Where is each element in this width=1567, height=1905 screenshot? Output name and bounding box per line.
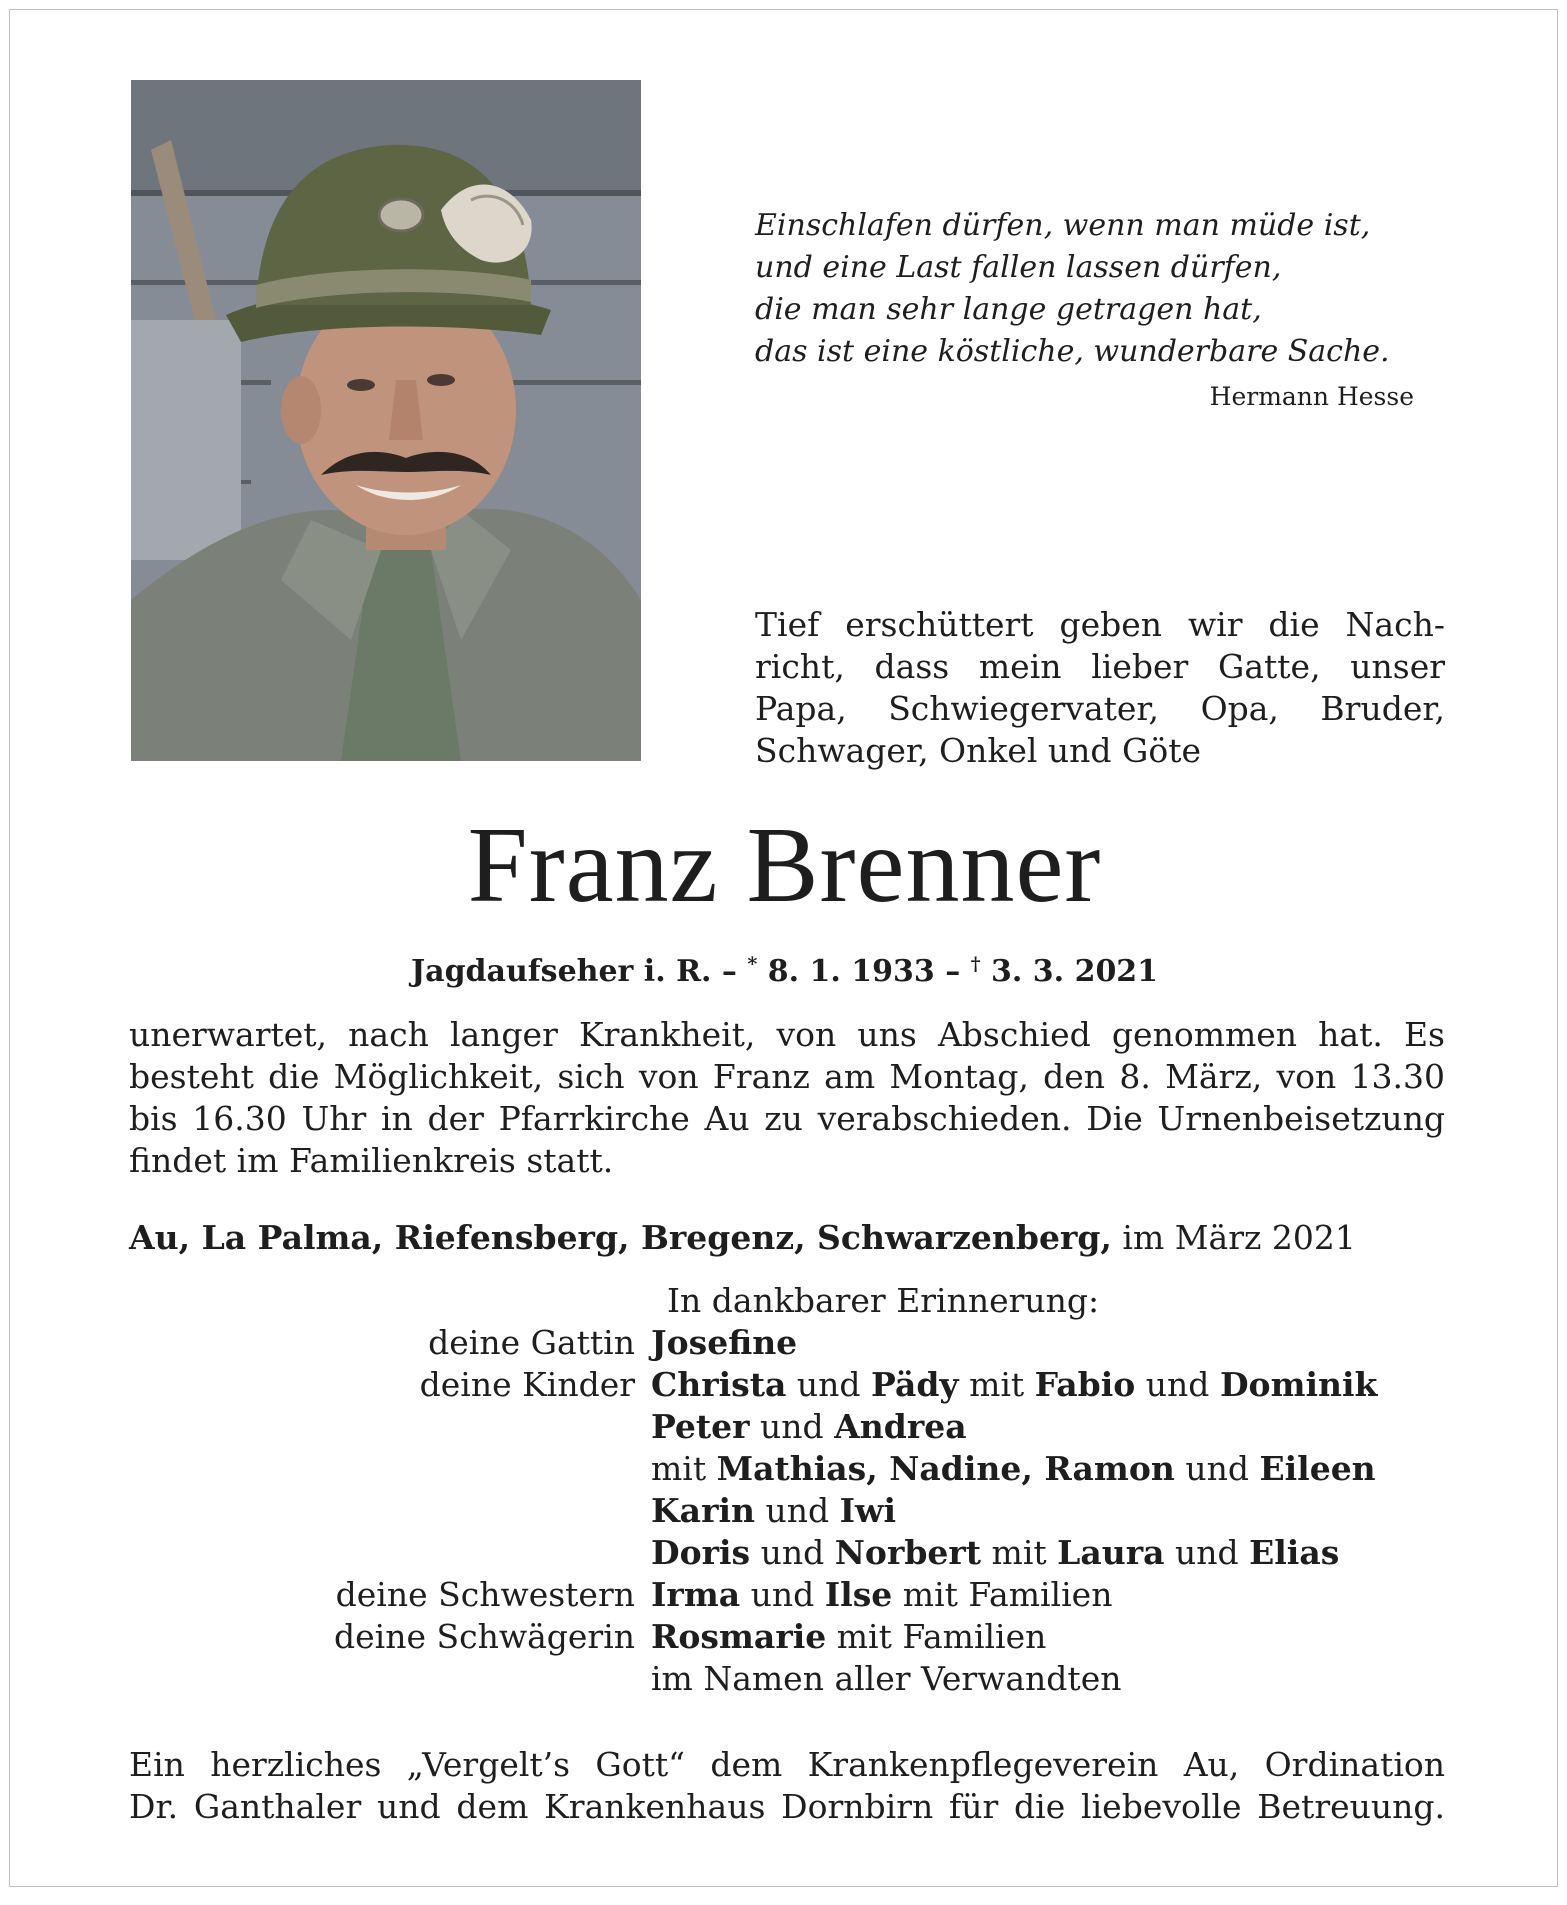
- relation-label: [10, 1532, 651, 1574]
- family-member-name: Karin: [651, 1491, 755, 1530]
- quote-line: die man sehr lange getragen hat,: [755, 292, 1262, 327]
- occupation: Jagdaufseher i. R. –: [410, 954, 748, 989]
- remembrance-heading: In dankbarer Erinnerung:: [667, 1281, 1100, 1320]
- connector-text: mit: [958, 1365, 1035, 1404]
- relation-label: deine Kinder: [419, 1365, 635, 1404]
- body-line: besteht die Möglichkeit, sich von Franz am Montag, den 8. März, von 13.30: [129, 1057, 1445, 1096]
- family-member-name: Peter: [651, 1407, 750, 1446]
- family-member-name: Josefine: [651, 1323, 798, 1362]
- family-member-name: Doris: [651, 1533, 751, 1572]
- family-names: [651, 1448, 1376, 1490]
- family-member-name: Rosmarie: [651, 1617, 827, 1656]
- family-member-name: Ilse: [824, 1575, 893, 1614]
- relation-label: [10, 1448, 651, 1490]
- family-member-name: Iwi: [839, 1491, 896, 1530]
- intro-line: Tief erschüttert geben wir die Nach-: [755, 605, 1445, 644]
- quote-block: [755, 205, 1415, 373]
- family-names: [651, 1658, 1121, 1700]
- family-names: [651, 1616, 1046, 1658]
- family-member-name: Norbert: [834, 1533, 982, 1572]
- connector-text: mit Familien: [826, 1617, 1047, 1656]
- family-row: [10, 1322, 1559, 1364]
- family-row: [10, 1532, 1559, 1574]
- body-line: unerwartet, nach langer Krankheit, von uns Abschied genommen hat. Es: [129, 1015, 1445, 1054]
- relation-label: deine Gattin: [428, 1323, 635, 1362]
- connector-text: und: [1174, 1449, 1260, 1488]
- body-line: bis 16.30 Uhr in der Pfarrkirche Au zu verabschieden. Die Urnenbeisetzung: [129, 1099, 1445, 1138]
- body-line: findet im Familienkreis statt.: [129, 1141, 614, 1180]
- relation-label: [10, 1406, 651, 1448]
- family-member-name: Laura: [1057, 1533, 1165, 1572]
- intro-line: Papa, Schwiegervater, Opa, Bruder,: [755, 689, 1445, 728]
- death-symbol: †: [970, 953, 981, 975]
- thanks-line: Ein herzliches „Vergelt’s Gott“ dem Krankenpflegeverein Au, Ordination: [129, 1745, 1445, 1784]
- family-member-name: Mathias, Nadine, Ramon: [716, 1449, 1175, 1488]
- intro-paragraph: [755, 604, 1445, 772]
- portrait-photo: [131, 80, 641, 761]
- death-date: 3. 3. 2021: [980, 954, 1159, 989]
- family-member-name: Andrea: [834, 1407, 967, 1446]
- family-member-name: Christa: [651, 1365, 787, 1404]
- family-member-name: Elias: [1249, 1533, 1340, 1572]
- connector-text: mit: [981, 1533, 1058, 1572]
- family-names: [651, 1574, 1112, 1616]
- thanks-line: Dr. Ganthaler und dem Krankenhaus Dornbirn für die liebevolle Betreuung.: [129, 1787, 1445, 1826]
- relation-label: deine Schwägerin: [334, 1617, 635, 1656]
- deceased-name: Franz Brenner: [467, 806, 1102, 925]
- family-list: [10, 1322, 1559, 1700]
- connector-text: im Namen aller Verwandten: [651, 1659, 1122, 1698]
- quote-line: und eine Last fallen lassen dürfen,: [755, 250, 1282, 285]
- family-row: [10, 1406, 1559, 1448]
- connector-text: und: [786, 1365, 872, 1404]
- family-row: [10, 1574, 1559, 1616]
- intro-line: richt, dass mein lieber Gatte, unser: [755, 647, 1445, 686]
- family-member-name: Fabio: [1034, 1365, 1136, 1404]
- intro-line: Schwager, Onkel und Göte: [755, 731, 1202, 770]
- relation-label: [10, 1658, 651, 1700]
- family-names: [651, 1490, 896, 1532]
- connector-text: und: [749, 1407, 835, 1446]
- life-dates: [10, 944, 1559, 992]
- connector-text: und: [1135, 1365, 1220, 1404]
- date-text: im März 2021: [1111, 1218, 1356, 1257]
- thanks-paragraph: [129, 1744, 1445, 1828]
- places-date-line: [129, 1217, 1469, 1259]
- family-names: [651, 1364, 1377, 1406]
- connector-text: und: [740, 1575, 825, 1614]
- family-row: [10, 1658, 1559, 1700]
- connector-text: mit: [651, 1449, 717, 1488]
- relation-label: deine Schwestern: [335, 1575, 635, 1614]
- relation-label: [10, 1490, 651, 1532]
- family-names: [651, 1322, 797, 1364]
- connector-text: mit Familien: [892, 1575, 1113, 1614]
- quote-line: Einschlafen dürfen, wenn man müde ist,: [755, 208, 1371, 243]
- family-member-name: Eileen: [1259, 1449, 1376, 1488]
- family-names: [651, 1532, 1339, 1574]
- announcement-paragraph: [129, 1014, 1445, 1182]
- obituary-page: [9, 9, 1558, 1887]
- family-member-name: Pädy: [871, 1365, 959, 1404]
- family-row: [10, 1490, 1559, 1532]
- connector-text: und: [750, 1533, 835, 1572]
- family-member-name: Irma: [651, 1575, 741, 1614]
- family-row: [10, 1616, 1559, 1658]
- family-names: [651, 1406, 967, 1448]
- birth-date: 8. 1. 1933 –: [757, 954, 971, 989]
- birth-symbol: *: [747, 953, 758, 975]
- family-row: [10, 1448, 1559, 1490]
- quote-author: Hermann Hesse: [1209, 382, 1414, 411]
- family-member-name: Dominik: [1219, 1365, 1378, 1404]
- connector-text: und: [754, 1491, 840, 1530]
- quote-line: das ist eine köstliche, wunderbare Sache.: [755, 334, 1390, 369]
- family-row: [10, 1364, 1559, 1406]
- connector-text: und: [1164, 1533, 1250, 1572]
- places: Au, La Palma, Riefensberg, Bregenz, Schwarzenberg,: [129, 1218, 1112, 1257]
